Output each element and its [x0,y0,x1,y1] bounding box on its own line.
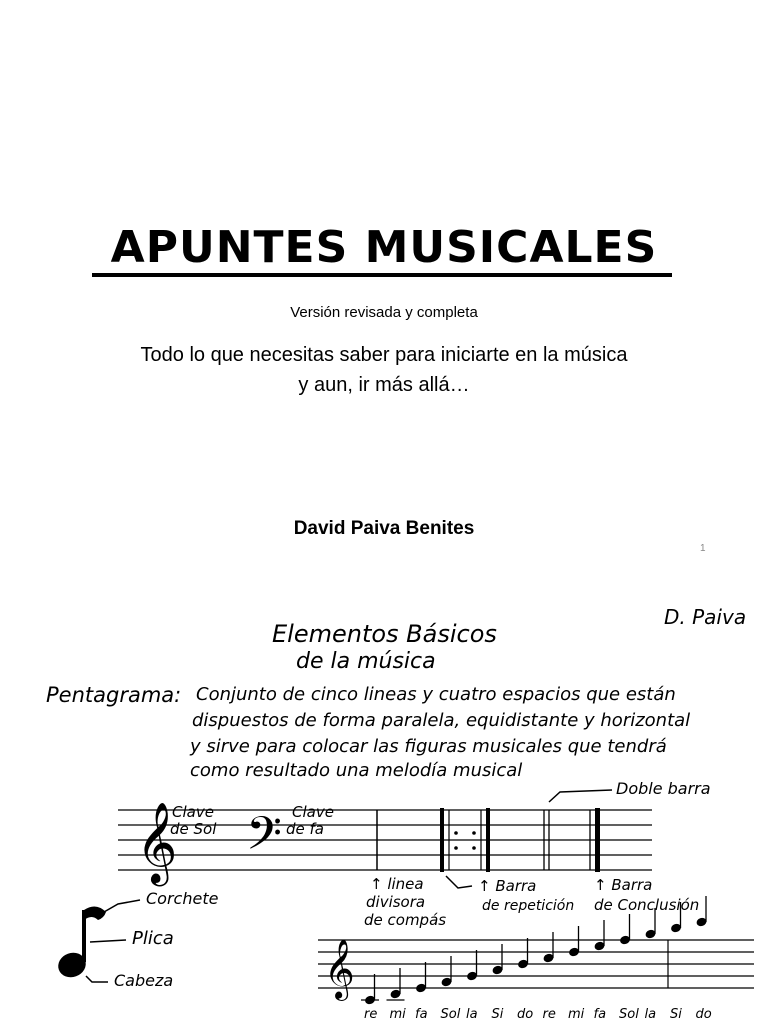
tagline-line-1: Todo lo que necesitas saber para iniciarte en la música [140,344,628,366]
treble-clef-icon-2: 𝄞 [324,939,355,999]
page-number: 1 [700,543,706,554]
scale-note-name: fa [415,1007,428,1022]
plica-arrow [90,940,126,942]
pentagrama-term: Pentagrama: [46,683,182,707]
handwritten-notes-page [0,580,768,1024]
barra-conclusion-label-1: ↑ Barra [594,876,653,894]
clave-fa-label-2: de fa [286,820,324,838]
clave-sol-label-2: de Sol [170,820,217,838]
document-title: APUNTES MUSICALES [110,222,658,273]
handwritten-notes-drawing [0,580,768,1024]
scale-note-name: la [466,1007,478,1022]
linea-divisora-label-2: divisora [366,893,426,911]
doble-barra-label: Doble barra [616,779,711,798]
notes-signature: D. Paiva [664,605,747,629]
corchete-label: Corchete [146,889,219,908]
scale-note-name: Sol [440,1007,461,1022]
notes-heading-line-1: Elementos Básicos [272,620,497,648]
barra-repeticion-label-1: ↑ Barra [478,877,537,895]
notes-heading-line-2: de la música [296,649,436,674]
scale-note-name: re [542,1007,556,1022]
scale-note-name: do [695,1007,712,1022]
linea-divisora-label-1: ↑ linea [370,875,424,893]
author-name: David Paiva Benites [293,518,475,539]
doble-barra-arrow [549,790,612,802]
cabeza-arrow [86,976,108,982]
clave-fa-label-1: Clave [292,803,334,821]
tagline-line-2: y aun, ir más allá… [298,374,470,396]
scale-note-name: do [517,1007,534,1022]
definition-line-4: como resultado una melodía musical [190,760,523,781]
cabeza-label: Cabeza [114,971,174,990]
staff-2 [318,940,754,988]
treble-clef-icon: 𝄞 [136,801,178,883]
repeat-barline-arrow [446,876,472,888]
scale-note-name: Sol [619,1007,639,1022]
scale-note-name: Si [491,1007,504,1022]
linea-divisora-label-3: de compás [364,911,447,929]
corchete-arrow [104,900,140,912]
definition-line-1: Conjunto de cinco lineas y cuatro espacios que están [196,684,676,705]
scale-note-name: la [644,1007,657,1022]
scale-note-name: re [364,1007,378,1022]
scale-note-name: mi [568,1007,585,1022]
title-underline [92,273,672,277]
plica-label: Plica [132,928,174,949]
eighth-note-diagram [55,906,106,981]
scale-note-names [364,1007,712,1022]
definition-line-2: dispuestos de forma paralela, equidistante y horizontal [192,710,691,731]
barra-repeticion-label-2: de repetición [482,898,575,914]
bass-clef-icon: 𝄢 [246,807,283,872]
document-tagline [0,340,768,400]
barra-conclusion-label-2: de Conclusión [594,896,700,914]
scale-note-name: Si [670,1007,682,1022]
clave-sol-label-1: Clave [172,803,214,821]
scale-note-name: fa [593,1007,607,1022]
scale-note-name: mi [389,1007,406,1022]
definition-line-3: y sirve para colocar las figuras musicales que tendrá [190,736,667,757]
document-subtitle: Versión revisada y completa [290,304,478,321]
